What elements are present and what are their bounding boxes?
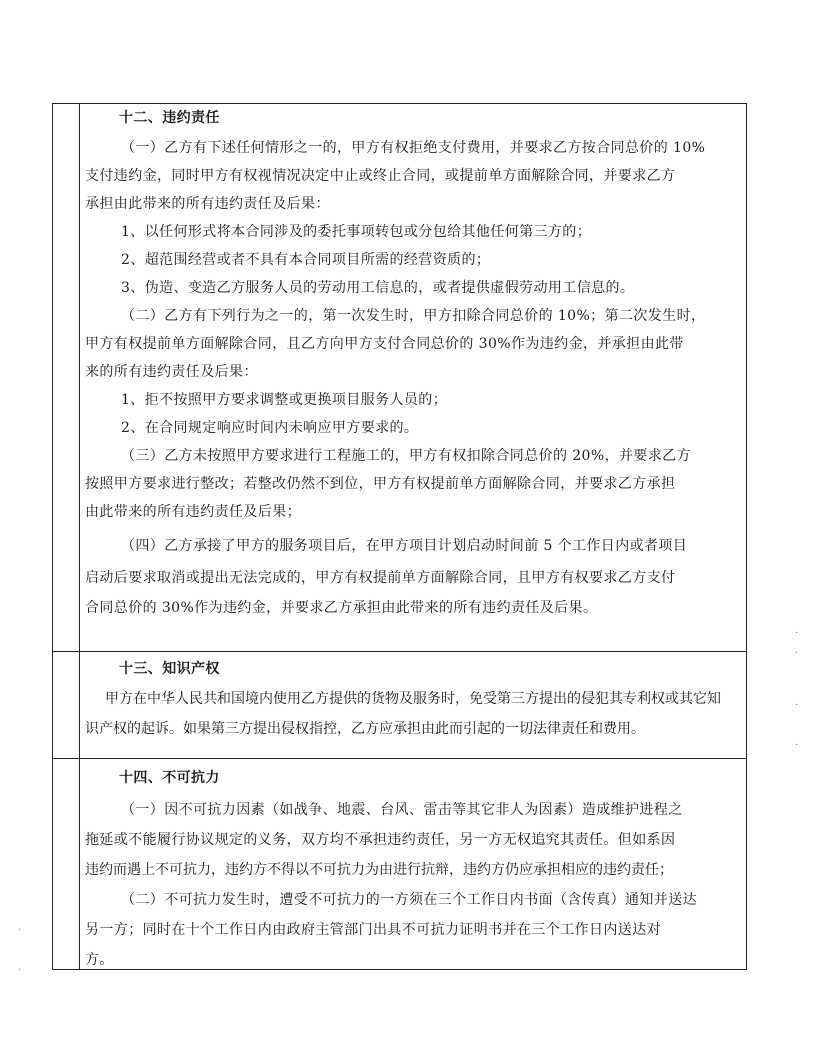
scan-mark: ·	[18, 965, 22, 976]
clause-line: （一）乙方有下述任何情形之一的，甲方有权拒绝支付费用，并要求乙方按合同总价的 10%	[121, 140, 706, 156]
scan-mark: ·	[795, 700, 799, 711]
scan-mark: ·	[795, 740, 799, 751]
contract-clauses-table	[52, 103, 747, 970]
clause-line: （二）乙方有下列行为之一的，第一次发生时，甲方扣除合同总价的 10%；第二次发生时，	[121, 308, 706, 324]
clause-line: 违约而遇上不可抗力，违约方不得以不可抗力为由进行抗辩，违约方仍应承担相应的违约责任；	[85, 862, 673, 878]
clause-line: 合同总价的 30%作为违约金，并要求乙方承担由此带来的所有违约责任及后果。	[85, 600, 598, 616]
clause-line: 拖延或不能履行协议规定的义务，双方均不承担违约责任，另一方无权追究其责任。但如系因	[85, 832, 676, 848]
clause-line: 识产权的起诉。如果第三方提出侵权指控，乙方应承担由此而引起的一切法律责任和费用。	[85, 721, 645, 737]
section-heading: 十三、知识产权	[119, 661, 220, 677]
clause-line: 2、超范围经营或者不具有本合同项目所需的经营资质的；	[121, 252, 491, 268]
clause-line: （三）乙方未按照甲方要求进行工程施工的，甲方有权扣除合同总价的 20%，并要求乙方	[121, 448, 691, 464]
clause-line: 承担由此带来的所有违约责任及后果：	[85, 196, 330, 212]
clause-line: （二）不可抗力发生时，遭受不可抗力的一方须在三个工作日内书面（含传真）通知并送达	[121, 892, 697, 908]
clause-line: 1、拒不按照甲方要求调整或更换项目服务人员的；	[121, 392, 448, 408]
row-divider-1	[53, 651, 746, 652]
scan-mark: ·	[795, 648, 799, 659]
row-divider-2	[53, 758, 746, 759]
clause-line: 启动后要求取消或提出无法完成的，甲方有权提前单方面解除合同，且甲方有权要求乙方支付	[85, 570, 676, 586]
section-heading: 十二、违约责任	[119, 110, 220, 126]
clause-line: （四）乙方承接了甲方的服务项目后，在甲方项目计划启动时间前 5 个工作日内或者项目	[121, 538, 688, 554]
left-column-divider	[79, 104, 80, 969]
clause-line: 1、以任何形式将本合同涉及的委托事项转包或分包给其他任何第三方的；	[121, 224, 592, 240]
section-heading: 十四、不可抗力	[119, 770, 220, 786]
clause-line: 甲方有权提前单方面解除合同，且乙方向甲方支付合同总价的 30%作为违约金，并承担由此带	[85, 336, 684, 352]
clause-line: 甲方在中华人民共和国境内使用乙方提供的货物及服务时，免受第三方提出的侵犯其专利权或其它知	[105, 691, 721, 707]
scan-mark: ·	[18, 925, 22, 936]
clause-line: 来的所有违约责任及后果：	[85, 364, 258, 380]
clause-line: 支付违约金，同时甲方有权视情况决定中止或终止合同，或提前单方面解除合同，并要求乙方	[85, 168, 676, 184]
scan-mark: ·	[795, 628, 799, 639]
clause-line: 由此带来的所有违约责任及后果；	[85, 504, 301, 520]
clause-line: 另一方；同时在十个工作日内由政府主管部门出具不可抗力证明书并在三个工作日内送达对	[85, 922, 661, 938]
clause-line: 2、在合同规定响应时间内未响应甲方要求的。	[121, 420, 419, 436]
clause-line: （一）因不可抗力因素（如战争、地震、台风、雷击等其它非人为因素）造成维护进程之	[121, 802, 683, 818]
clause-line: 方。	[85, 952, 114, 968]
clause-line: 3、伪造、变造乙方服务人员的劳动用工信息的，或者提供虚假劳动用工信息的。	[121, 280, 635, 296]
clause-line: 按照甲方要求进行整改；若整改仍然不到位，甲方有权提前单方面解除合同，并要求乙方承担	[85, 476, 676, 492]
